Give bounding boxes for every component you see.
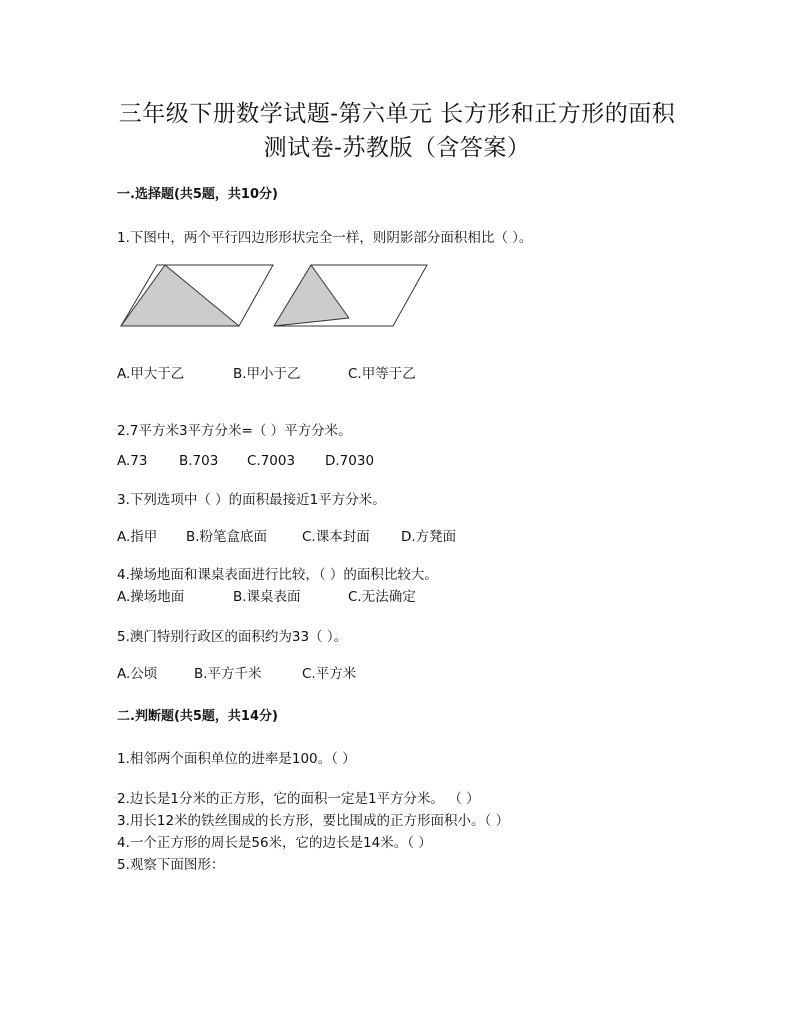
q3-option-c: C.课本封面 (302, 529, 370, 545)
q2-option-b: B.703 (179, 453, 219, 469)
q2-option-d: D.7030 (325, 453, 375, 469)
judge-item-3: 3.用长12米的铁丝围成的长方形，要比围成的正方形面积小。（ ） (117, 813, 510, 829)
q3-stem: 3.下列选项中（ ）的面积最接近1平方分米。 (117, 492, 386, 508)
parallelogram-left (121, 265, 273, 326)
judge-item-1: 1.相邻两个面积单位的进率是100。（ ） (117, 751, 356, 767)
q2-option-a: A.73 (117, 453, 148, 469)
document-title-line2: 测试卷-苏教版（含答案） (263, 135, 531, 161)
q4-stem: 4.操场地面和课桌表面进行比较，（ ）的面积比较大。 (117, 567, 438, 583)
section2-heading: 二.判断题(共5题，共14分) (117, 709, 278, 724)
q4-option-b: B.课桌表面 (233, 589, 301, 605)
q1-option-c: C.甲等于乙 (348, 366, 416, 382)
q1-option-b: B.甲小于乙 (233, 366, 301, 382)
q4-option-c: C.无法确定 (348, 589, 416, 605)
q5-option-b: B.平方千米 (194, 666, 262, 682)
q1-option-a: A.甲大于乙 (117, 366, 185, 382)
parallelogram-right (274, 265, 427, 326)
judge-item-2: 2.边长是1分米的正方形，它的面积一定是1平方分米。 （ ） (117, 791, 480, 807)
q2-option-c: C.7003 (247, 453, 296, 469)
q3-option-b: B.粉笔盒底面 (186, 529, 268, 545)
q4-option-a: A.操场地面 (117, 589, 185, 605)
document-title-line1: 三年级下册数学试题-第六单元 长方形和正方形的面积 (118, 101, 676, 127)
q5-stem: 5.澳门特别行政区的面积约为33（ ）。 (117, 629, 348, 645)
shaded-triangle-right (274, 265, 349, 326)
q2-stem: 2.7平方米3平方分米=（ ）平方分米。 (117, 423, 352, 439)
judge-item-4: 4.一个正方形的周长是56米，它的边长是14米。（ ） (117, 835, 432, 851)
section1-heading: 一.选择题(共5题，共10分) (117, 187, 278, 202)
q1-stem: 1.下图中，两个平行四边形形状完全一样，则阴影部分面积相比（ ）。 (117, 230, 533, 246)
q5-option-c: C.平方米 (302, 666, 357, 682)
judge-item-5: 5.观察下面图形： (117, 857, 225, 873)
q3-option-d: D.方凳面 (401, 529, 457, 545)
q3-option-a: A.指甲 (117, 529, 158, 545)
q5-option-a: A.公顷 (117, 666, 158, 682)
q1-parallelogram-figure (117, 262, 437, 332)
